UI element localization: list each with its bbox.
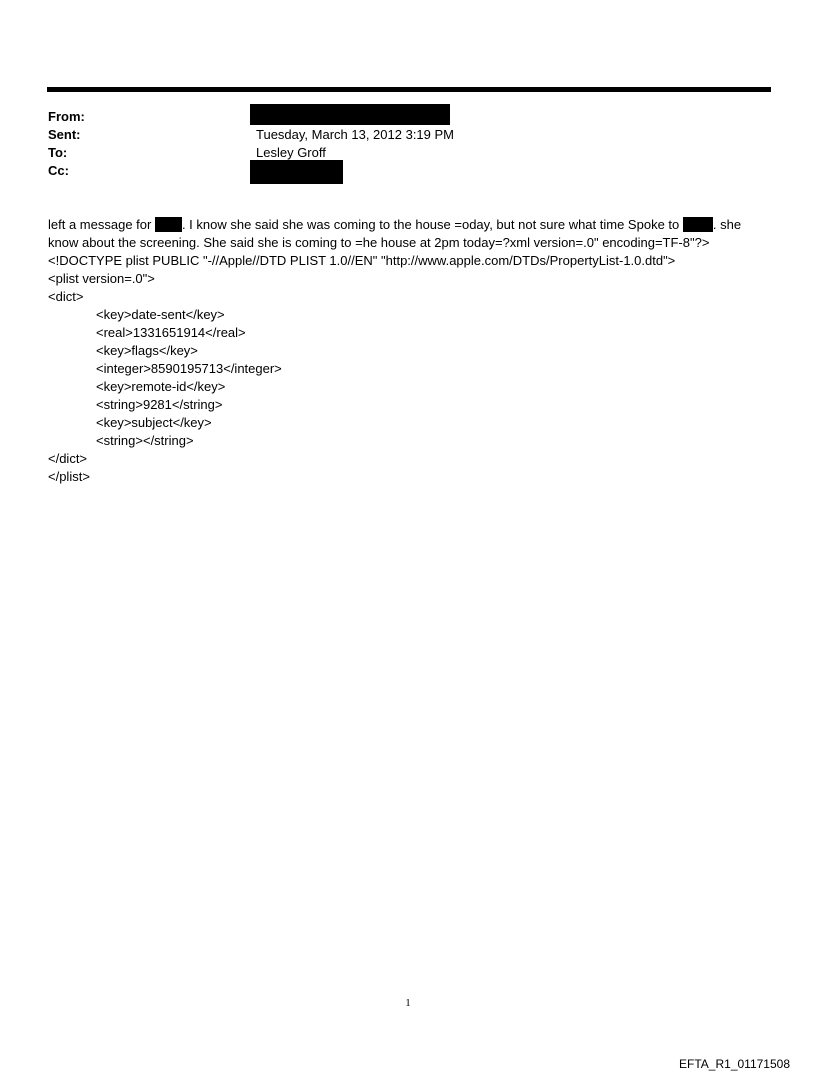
body-line-1-part-a: left a message for [48,217,155,232]
body-line-end-dict: </dict> [48,451,88,466]
plist-line: <real>1331651914</real> [96,325,246,340]
inline-redaction-2 [683,217,713,232]
sent-value: Tuesday, March 13, 2012 3:19 PM [256,127,454,142]
header-rule [47,87,771,92]
from-redaction [250,104,450,125]
inline-redaction-1 [155,217,182,232]
body-line-1 [48,216,778,234]
plist-line: <key>subject</key> [96,415,212,430]
message-body [48,216,778,486]
from-label: From: [48,109,85,124]
page-number: 1 [405,997,411,1009]
to-label: To: [48,145,68,160]
cc-label: Cc: [48,163,69,178]
body-line-4: <plist version=.0"> [48,271,155,286]
body-line-1-part-c: . she [712,217,742,232]
plist-line: <key>date-sent</key> [96,307,225,322]
bates-number: EFTA_R1_01171508 [679,1057,790,1071]
plist-line: <key>flags</key> [96,343,198,358]
body-line-end-plist: </plist> [48,469,90,484]
sent-label: Sent: [48,127,81,142]
to-value: Lesley Groff [256,145,326,160]
body-line-3: <!DOCTYPE plist PUBLIC "-//Apple//DTD PLIST 1.0//EN" "http://www.apple.com/DTDs/PropertyList-1.0.dtd"> [48,253,676,268]
body-line-5: <dict> [48,289,84,304]
body-line-1-part-b: . I know she said she was coming to the house =oday, but not sure what time Spoke to [181,217,683,232]
plist-line: <integer>8590195713</integer> [96,361,282,376]
plist-line: <key>remote-id</key> [96,379,226,394]
body-line-2: know about the screening. She said she is coming to =he house at 2pm today=?xml version=.0" encoding=TF-8"?> [48,235,710,250]
plist-line: <string></string> [96,433,194,448]
cc-redaction [250,160,343,184]
plist-line: <string>9281</string> [96,397,223,412]
